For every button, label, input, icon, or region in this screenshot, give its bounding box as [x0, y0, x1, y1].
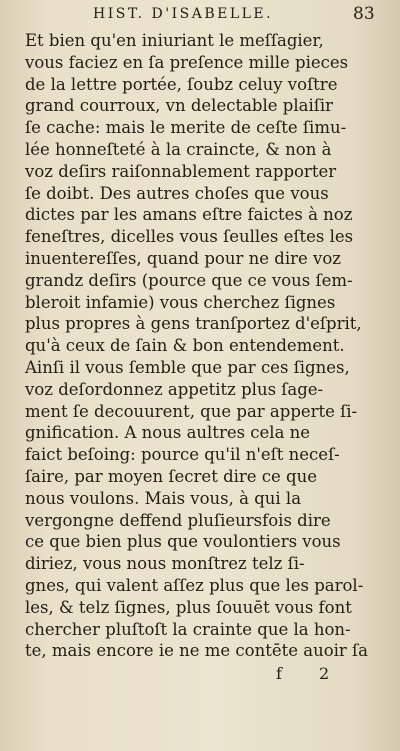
text-line: ſe cache: mais le merite de ceſte ſimu-	[25, 118, 347, 138]
text-line: ce que bien plus que voulontiers vous	[25, 532, 341, 552]
text-line: diriez, vous nous monſtrez telz ſi-	[25, 554, 305, 574]
text-line: Et bien qu'en iniuriant le meſſagier,	[25, 31, 324, 50]
text-line: inuentereſſes, quand pour ne dire voz	[25, 248, 341, 268]
page-number: 83	[353, 4, 375, 24]
text-line: gnification. A nous aultres cela ne	[25, 423, 311, 443]
text-line: te, mais encore ie ne me contēte auoir ſa	[25, 641, 368, 661]
text-line: plus propres à gens tranſportez d'eſprit,	[25, 314, 362, 334]
text-line: chercher pluſtoſt la crainte que la hon-	[25, 619, 351, 639]
text-line: vous faciez en ſa preſence mille pieces	[25, 52, 349, 72]
text-line: ſaire, par moyen ſecret dire ce que	[25, 466, 318, 486]
text-line: vergongne deffend pluſieursfois dire	[25, 510, 331, 530]
text-line: nous voulons. Mais vous, à qui la	[25, 488, 302, 508]
page-header	[0, 4, 400, 26]
text-line: les, & telz ſignes, plus ſouuēt vous font	[25, 597, 352, 617]
text-line: qu'à ceux de ſain & bon entendement.	[25, 336, 345, 356]
text-line: de la lettre portée, ſoubz celuy voſtre	[25, 74, 338, 94]
text-line: bleroit infamie) vous cherchez ſignes	[25, 292, 336, 312]
running-head: HIST. D'ISABELLE.	[93, 6, 274, 22]
text-line: ſe doibt. Des autres choſes que vous	[25, 183, 329, 203]
text-line: lée honneſteté à la craincte, & non à	[25, 139, 332, 159]
text-line: faict beſoing: pource qu'il n'eſt neceſ-	[25, 445, 340, 465]
text-line: gnes, qui valent aſſez plus que les parol-	[25, 575, 364, 595]
signature-mark: f 2	[276, 664, 346, 683]
body-text	[25, 30, 380, 662]
text-line: dictes par les amans eſtre faictes à noz	[25, 205, 353, 225]
text-line: feneſtres, dicelles vous ſeulles eſtes les	[25, 227, 354, 247]
text-line: ment ſe decouurent, que par apperte ſi-	[25, 401, 358, 421]
text-line: grand courroux, vn delectable plaiſir	[25, 96, 333, 116]
text-line: grandz deſirs (pource que ce vous ſem-	[25, 270, 353, 290]
text-line: Ainſi il vous ſemble que par ces ſignes,	[25, 357, 350, 377]
text-line: voz deſirs raiſonnablement rapporter	[25, 161, 337, 181]
text-line: voz deſordonnez appetitz plus ſage-	[25, 379, 324, 399]
